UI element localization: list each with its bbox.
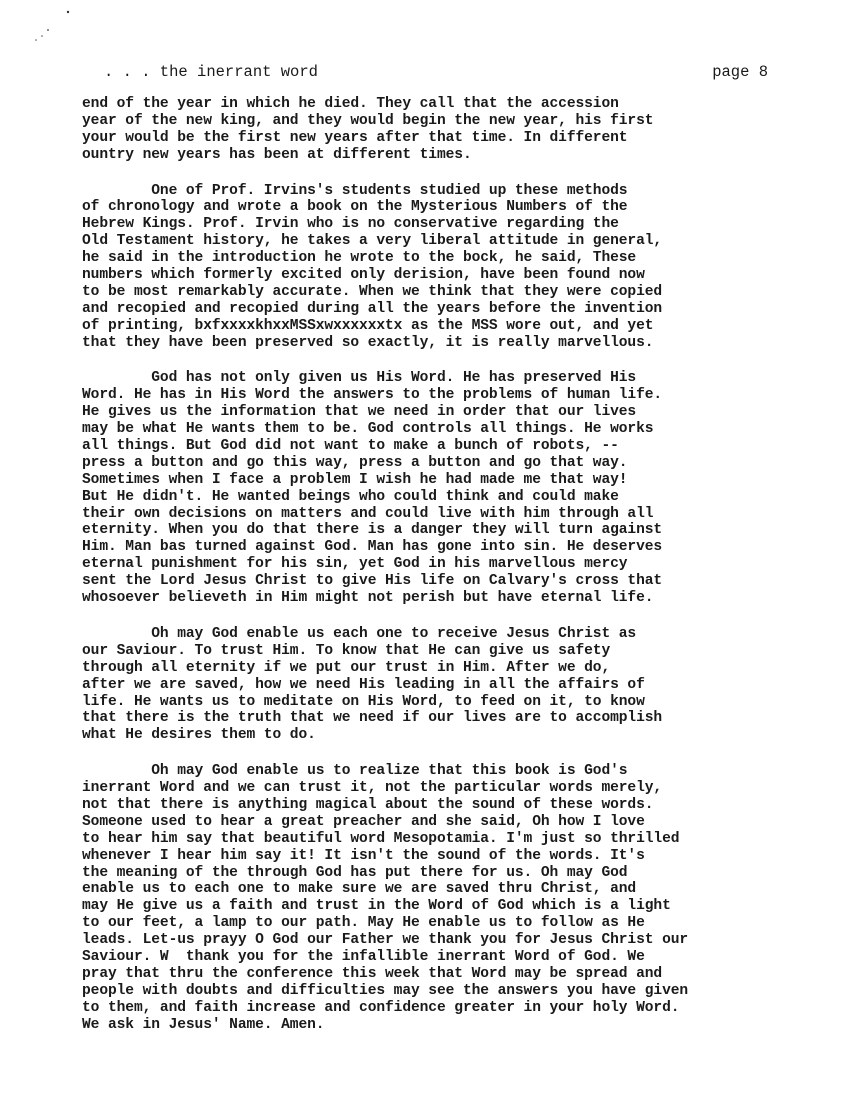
running-title: . . . the inerrant word bbox=[104, 63, 318, 81]
scan-specks bbox=[30, 8, 70, 48]
text-line: ountry new years has been at different times. bbox=[82, 146, 472, 163]
text-line: Someone used to hear a great preacher and she said, Oh how I love bbox=[82, 813, 645, 830]
text-line: to be most remarkably accurate. When we think that they were copied bbox=[82, 283, 663, 300]
document-body bbox=[82, 96, 812, 1052]
text-line: enable us to each one to make sure we are saved thru Christ, and bbox=[82, 881, 637, 898]
page-header bbox=[82, 62, 768, 82]
text-line: eternal punishment for his sin, yet God in his marvellous mercy bbox=[82, 556, 628, 573]
text-line: Oh may God enable us each one to receive Jesus Christ as bbox=[82, 625, 637, 642]
text-line: to hear him say that beautiful word Mesopotamia. I'm just so thrilled bbox=[82, 830, 680, 847]
text-line: may be what He wants them to be. God controls all things. He works bbox=[82, 421, 654, 438]
text-line: Hebrew Kings. Prof. Irvin who is no conservative regarding the bbox=[82, 216, 619, 233]
text-line: to our feet, a lamp to our path. May He enable us to follow as He bbox=[82, 915, 645, 932]
text-line: of chronology and wrote a book on the Mysterious Numbers of the bbox=[82, 199, 628, 216]
text-line: whenever I hear him say it! It isn't the sound of the words. It's bbox=[82, 847, 645, 864]
text-line: Saviour. W thank you for the infallible inerrant Word of God. We bbox=[82, 948, 645, 965]
text-line: Him. Man bas turned against God. Man has gone into sin. He deserves bbox=[82, 539, 663, 556]
text-line: leads. Let-us prayy O God our Father we thank you for Jesus Christ our bbox=[82, 932, 689, 949]
page-number: page 8 bbox=[712, 63, 768, 81]
text-line: he said in the introduction he wrote to the bock, he said, These bbox=[82, 250, 637, 267]
text-line: God has not only given us His Word. He has preserved His bbox=[82, 370, 637, 387]
text-line: life. He wants us to meditate on His Word, to feed on it, to know bbox=[82, 693, 645, 710]
text-line: after we are saved, how we need His leading in all the affairs of bbox=[82, 676, 645, 693]
text-line: numbers which formerly excited only derision, have been found now bbox=[82, 267, 645, 284]
text-line: Word. He has in His Word the answers to the problems of human life. bbox=[82, 387, 663, 404]
text-line: pray that thru the conference this week that Word may be spread and bbox=[82, 965, 663, 982]
text-line: He gives us the information that we need in order that our lives bbox=[82, 404, 637, 421]
text-line: Old Testament history, he takes a very liberal attitude in general, bbox=[82, 233, 663, 250]
paragraph-5 bbox=[82, 763, 812, 1033]
text-line: our Saviour. To trust Him. To know that He can give us safety bbox=[82, 642, 611, 659]
text-line: the meaning of the through God has put there for us. Oh may God bbox=[82, 864, 628, 881]
text-line: inerrant Word and we can trust it, not the particular words merely, bbox=[82, 780, 663, 797]
paragraph-2 bbox=[82, 183, 812, 352]
text-line: We ask in Jesus' Name. Amen. bbox=[82, 1016, 325, 1033]
text-line: But He didn't. He wanted beings who could think and could make bbox=[82, 488, 619, 505]
text-line: what He desires them to do. bbox=[82, 727, 316, 744]
text-line: year of the new king, and they would begin the new year, his first bbox=[82, 112, 654, 129]
text-line: and recopied and recopied during all the years before the invention bbox=[82, 300, 663, 317]
text-line: people with doubts and difficulties may see the answers you have given bbox=[82, 982, 689, 999]
text-line: their own decisions on matters and could live with him through all bbox=[82, 505, 654, 522]
text-line: Oh may God enable us to realize that this book is God's bbox=[82, 763, 628, 780]
text-line: may He give us a faith and trust in the Word of God which is a light bbox=[82, 898, 671, 915]
paragraph-3 bbox=[82, 370, 812, 606]
text-line: eternity. When you do that there is a danger they will turn against bbox=[82, 522, 663, 539]
text-line: press a button and go this way, press a button and go that way. bbox=[82, 454, 628, 471]
text-line: Sometimes when I face a problem I wish he had made me that way! bbox=[82, 471, 628, 488]
text-line: of printing, bxfxxxxkhxxMSSxwxxxxxxtx as the MSS wore out, and yet bbox=[82, 317, 654, 334]
text-line: through all eternity if we put our trust in Him. After we do, bbox=[82, 659, 611, 676]
text-line: that there is the truth that we need if our lives are to accomplish bbox=[82, 710, 663, 727]
text-line: whosoever believeth in Him might not perish but have eternal life. bbox=[82, 590, 654, 607]
text-line: end of the year in which he died. They call that the accession bbox=[82, 96, 619, 112]
text-line: all things. But God did not want to make a bunch of robots, -- bbox=[82, 438, 619, 455]
text-line: to them, and faith increase and confidence greater in your holy Word. bbox=[82, 999, 680, 1016]
text-line: not that there is anything magical about the sound of these words. bbox=[82, 796, 654, 813]
text-line: that they have been preserved so exactly, it is really marvellous. bbox=[82, 334, 654, 351]
text-line: One of Prof. Irvins's students studied up these methods bbox=[82, 182, 628, 199]
paragraph-1 bbox=[82, 96, 812, 164]
paragraph-4 bbox=[82, 626, 812, 744]
text-line: your would be the first new years after that time. In different bbox=[82, 129, 628, 146]
text-line: sent the Lord Jesus Christ to give His life on Calvary's cross that bbox=[82, 573, 663, 590]
